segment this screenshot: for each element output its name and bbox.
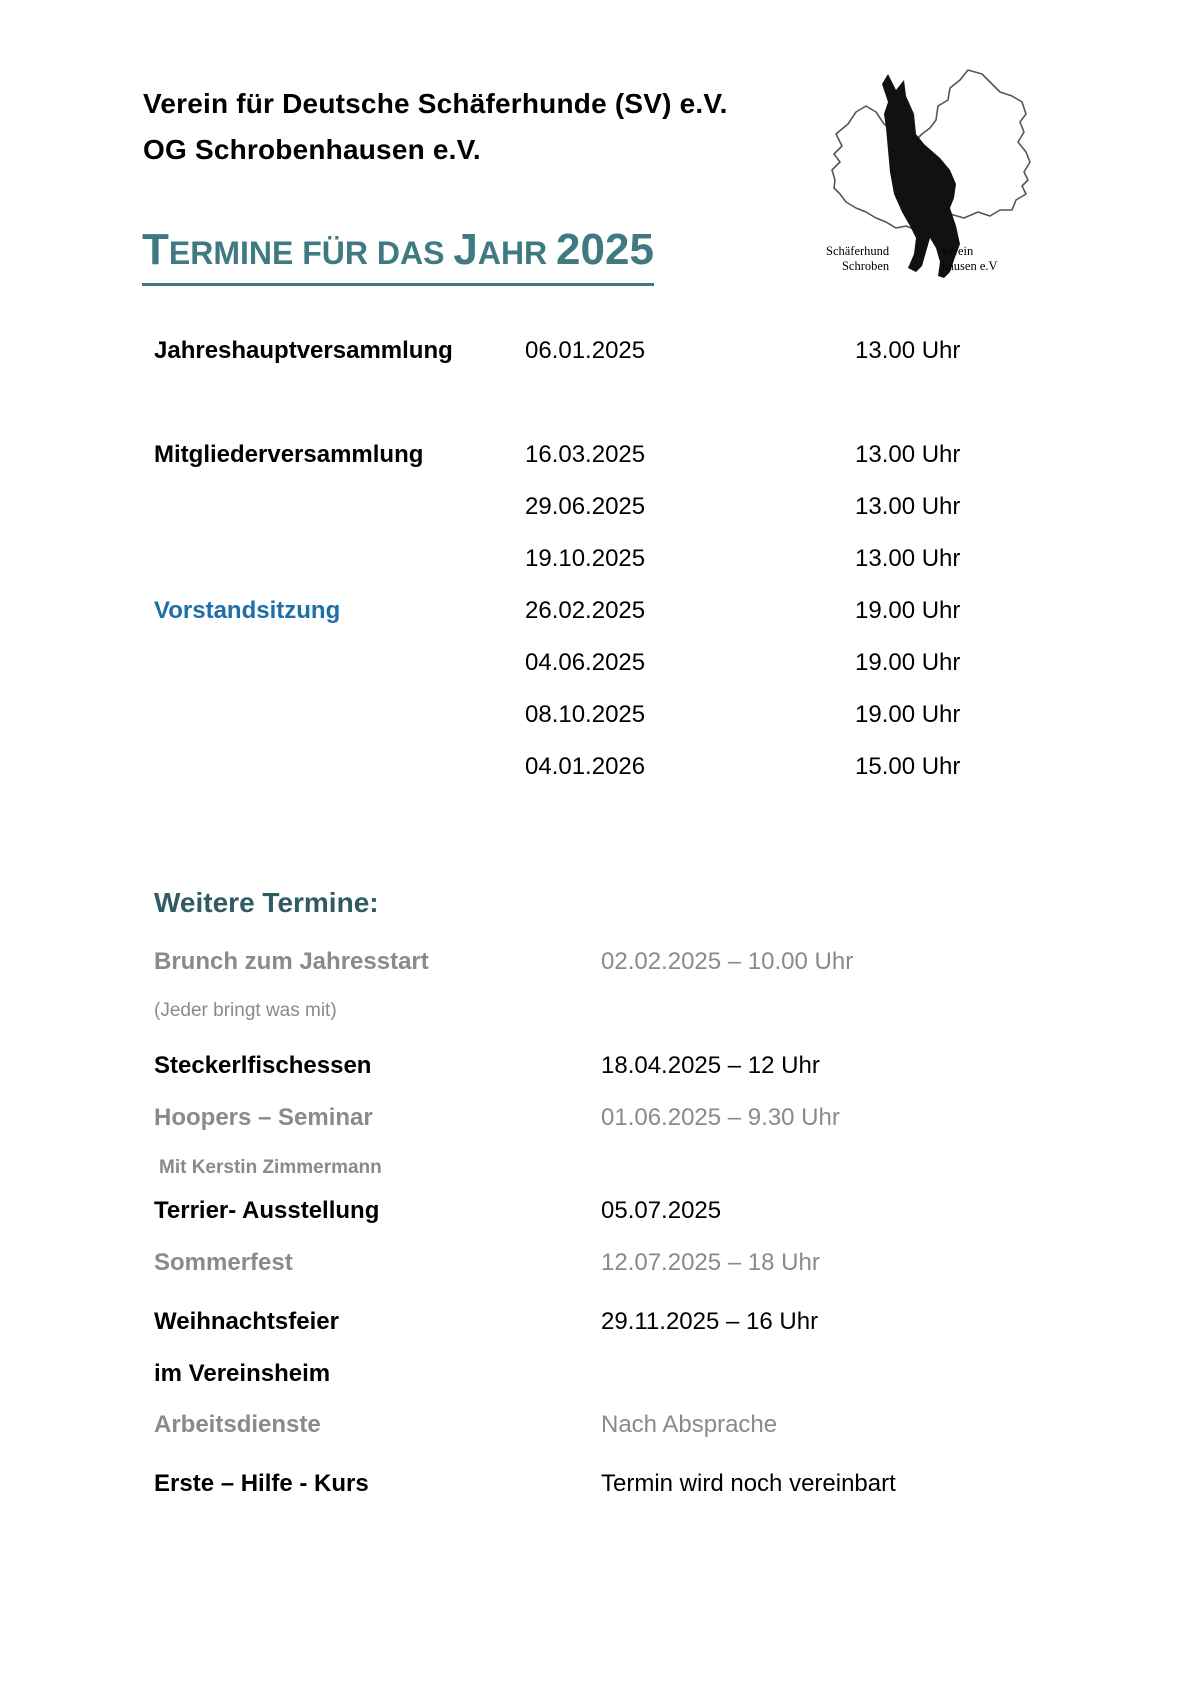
organization-name: Verein für Deutsche Schäferhunde (SV) e.V. bbox=[143, 88, 728, 119]
title-part-1-rest: ERMINE FÜR DAS bbox=[168, 235, 454, 271]
event-value: Termin wird noch vereinbart bbox=[601, 1470, 896, 1497]
title-part-1-initial: T bbox=[142, 225, 169, 274]
local-group-name: OG Schrobenhausen e.V. bbox=[143, 134, 481, 165]
event-label: Erste – Hilfe - Kurs bbox=[154, 1470, 369, 1497]
event-label: im Vereinsheim bbox=[154, 1360, 331, 1387]
logo-text-left bbox=[826, 244, 889, 274]
event-label: Steckerlfischessen bbox=[154, 1052, 372, 1079]
event-label: Arbeitsdienste bbox=[154, 1411, 321, 1438]
meeting-time: 13.00 Uhr bbox=[855, 441, 961, 468]
event-label: Sommerfest bbox=[154, 1249, 293, 1276]
title-part-2-rest: AHR bbox=[477, 235, 557, 271]
event-value: 29.11.2025 – 16 Uhr bbox=[601, 1308, 819, 1335]
meeting-date: 19.10.2025 bbox=[525, 545, 646, 572]
meeting-date: 06.01.2025 bbox=[525, 337, 646, 364]
meeting-date: 04.06.2025 bbox=[525, 649, 646, 676]
event-value: 01.06.2025 – 9.30 Uhr bbox=[601, 1104, 840, 1131]
title-year: 2025 bbox=[556, 225, 654, 274]
event-value: Nach Absprache bbox=[601, 1411, 778, 1438]
event-value: 05.07.2025 bbox=[601, 1197, 722, 1224]
event-note: (Jeder bringt was mit) bbox=[154, 1000, 337, 1021]
meeting-time: 13.00 Uhr bbox=[855, 337, 961, 364]
event-value: 18.04.2025 – 12 Uhr bbox=[601, 1052, 820, 1079]
meeting-time: 19.00 Uhr bbox=[855, 701, 961, 728]
meeting-time: 13.00 Uhr bbox=[855, 493, 961, 520]
meeting-date: 16.03.2025 bbox=[525, 441, 646, 468]
event-label: Terrier- Ausstellung bbox=[154, 1197, 380, 1224]
logo-text-left-line-2: Schroben bbox=[841, 259, 890, 273]
logo-text-left-line-1: Schäferhund bbox=[826, 244, 890, 258]
meeting-label: Vorstandsitzung bbox=[154, 597, 341, 624]
event-label: Hoopers – Seminar bbox=[154, 1104, 373, 1131]
meeting-time: 19.00 Uhr bbox=[855, 649, 961, 676]
meeting-date: 26.02.2025 bbox=[525, 597, 646, 624]
meeting-date: 29.06.2025 bbox=[525, 493, 646, 520]
logo-text-right-line-1: verein bbox=[942, 244, 974, 258]
meeting-time: 15.00 Uhr bbox=[855, 753, 961, 780]
meeting-time: 13.00 Uhr bbox=[855, 545, 961, 572]
title-part-2-initial: J bbox=[453, 225, 478, 274]
event-label: Brunch zum Jahresstart bbox=[154, 948, 429, 975]
further-events-heading: Weitere Termine: bbox=[154, 887, 379, 918]
meeting-date: 04.01.2026 bbox=[525, 753, 646, 780]
logo-text-right bbox=[942, 244, 998, 274]
event-value: 12.07.2025 – 18 Uhr bbox=[601, 1249, 820, 1276]
event-value: 02.02.2025 – 10.00 Uhr bbox=[601, 948, 854, 975]
event-note: Mit Kerstin Zimmermann bbox=[159, 1157, 382, 1178]
club-logo bbox=[790, 62, 1040, 290]
meeting-time: 19.00 Uhr bbox=[855, 597, 961, 624]
page-title bbox=[142, 225, 654, 286]
logo-text-right-line-2: hausen e.V bbox=[942, 259, 998, 273]
meeting-label: Jahreshauptversammlung bbox=[154, 337, 453, 364]
meeting-date: 08.10.2025 bbox=[525, 701, 646, 728]
event-label: Weihnachtsfeier bbox=[154, 1308, 339, 1335]
meeting-label: Mitgliederversammlung bbox=[154, 441, 424, 468]
